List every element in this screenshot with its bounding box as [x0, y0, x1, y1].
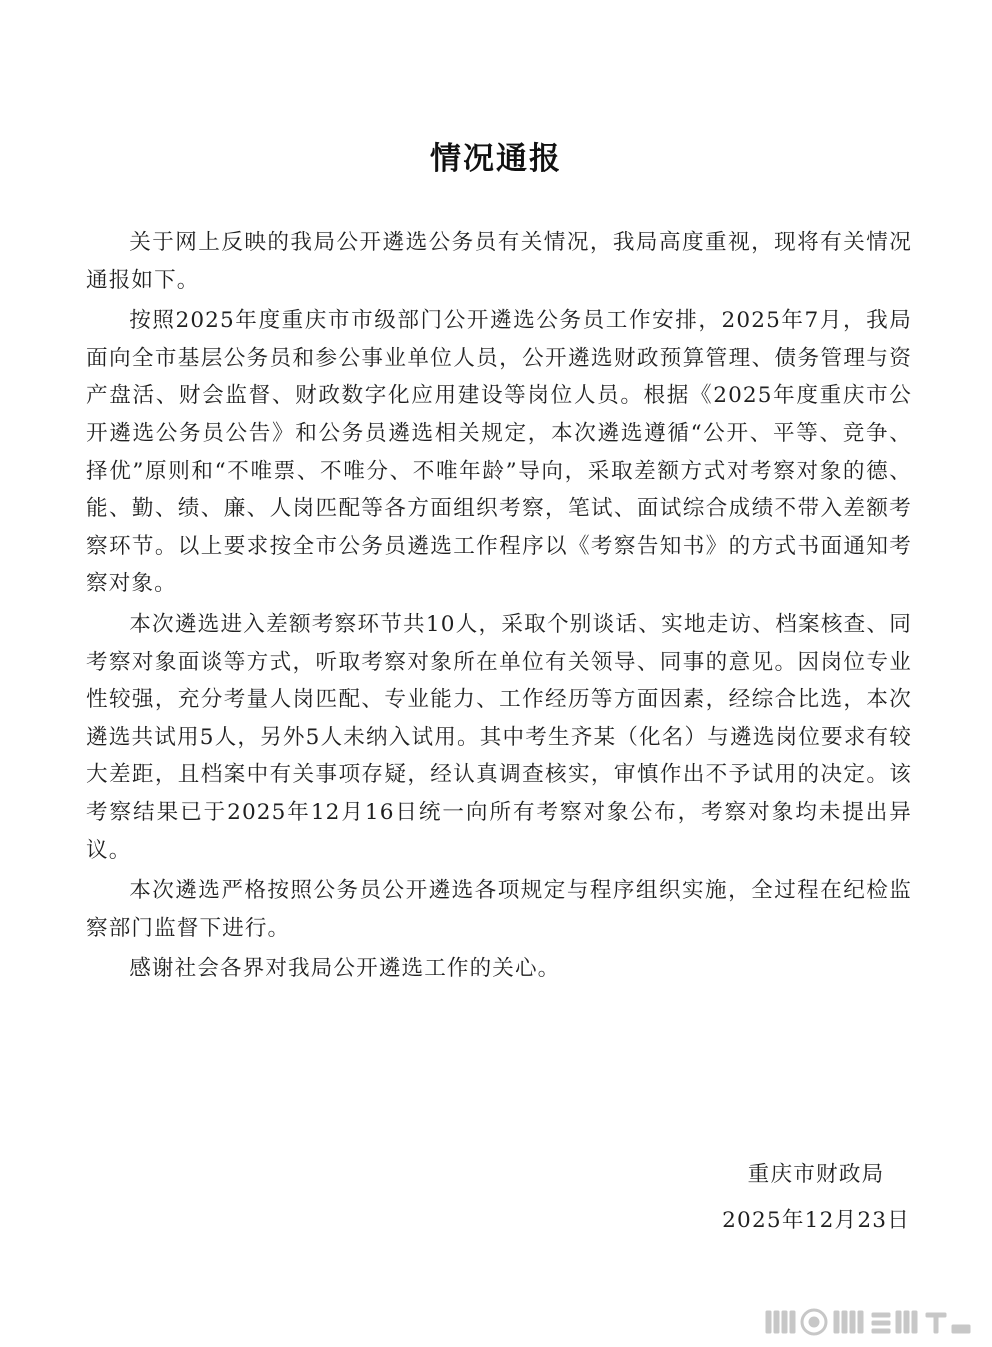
- issuer-name: 重庆市财政局: [747, 1162, 885, 1187]
- paragraph-supervision: 本次遴选严格按照公务员公开遴选各项规定与程序组织实施，全过程在纪检监察部门监督下进行。: [86, 878, 912, 941]
- issue-date: 2025年12月23日: [722, 1208, 910, 1233]
- platform-watermark-logo-icon: [764, 1301, 974, 1341]
- paragraph-thanks: 感谢社会各界对我局公开遴选工作的关心。: [129, 956, 561, 982]
- paragraph-intro: 关于网上反映的我局公开遴选公务员有关情况，我局高度重视，现将有关情况通报如下。: [86, 230, 912, 293]
- paragraph-inspection-result: 本次遴选进入差额考察环节共10人，采取个别谈话、实地走访、档案核查、同考察对象面谈等方式，听取考察对象所在单位有关领导、同事的意见。因岗位专业性较强，充分考量人岗匹配、专业能力、工作经历等方面因素，经综合比选，本次遴选共试用5人，另外5人未纳入试用。其中考生齐某（化名）与遴选岗位要求有较大差距，且档案中有关事项存疑，经认真调查核实，审慎作出不予试用的决定。该考察结果已于2025年12月16日统一向所有考察对象公布，考察对象均未提出异议。: [86, 611, 912, 863]
- paragraph-selection-process: 按照2025年度重庆市市级部门公开遴选公务员工作安排，2025年7月，我局面向全市基层公务员和参公事业单位人员，公开遴选财政预算管理、债务管理与资产盘活、财会监督、财政数字化应用建设等岗位人员。根据《2025年度重庆市公开遴选公务员公告》和公务员遴选相关规定，本次遴选遵循“公开、平等、竞争、择优”原则和“不唯票、不唯分、不唯年龄”导向，采取差额方式对考察对象的德、能、勤、绩、廉、人岗匹配等各方面组织考察，笔试、面试综合成绩不带入差额考察环节。以上要求按全市公务员遴选工作程序以《考察告知书》的方式书面通知考察对象。: [86, 308, 912, 597]
- signature-block: [722, 1152, 910, 1244]
- document-body: [86, 224, 912, 988]
- document-title: 情况通报: [430, 141, 562, 177]
